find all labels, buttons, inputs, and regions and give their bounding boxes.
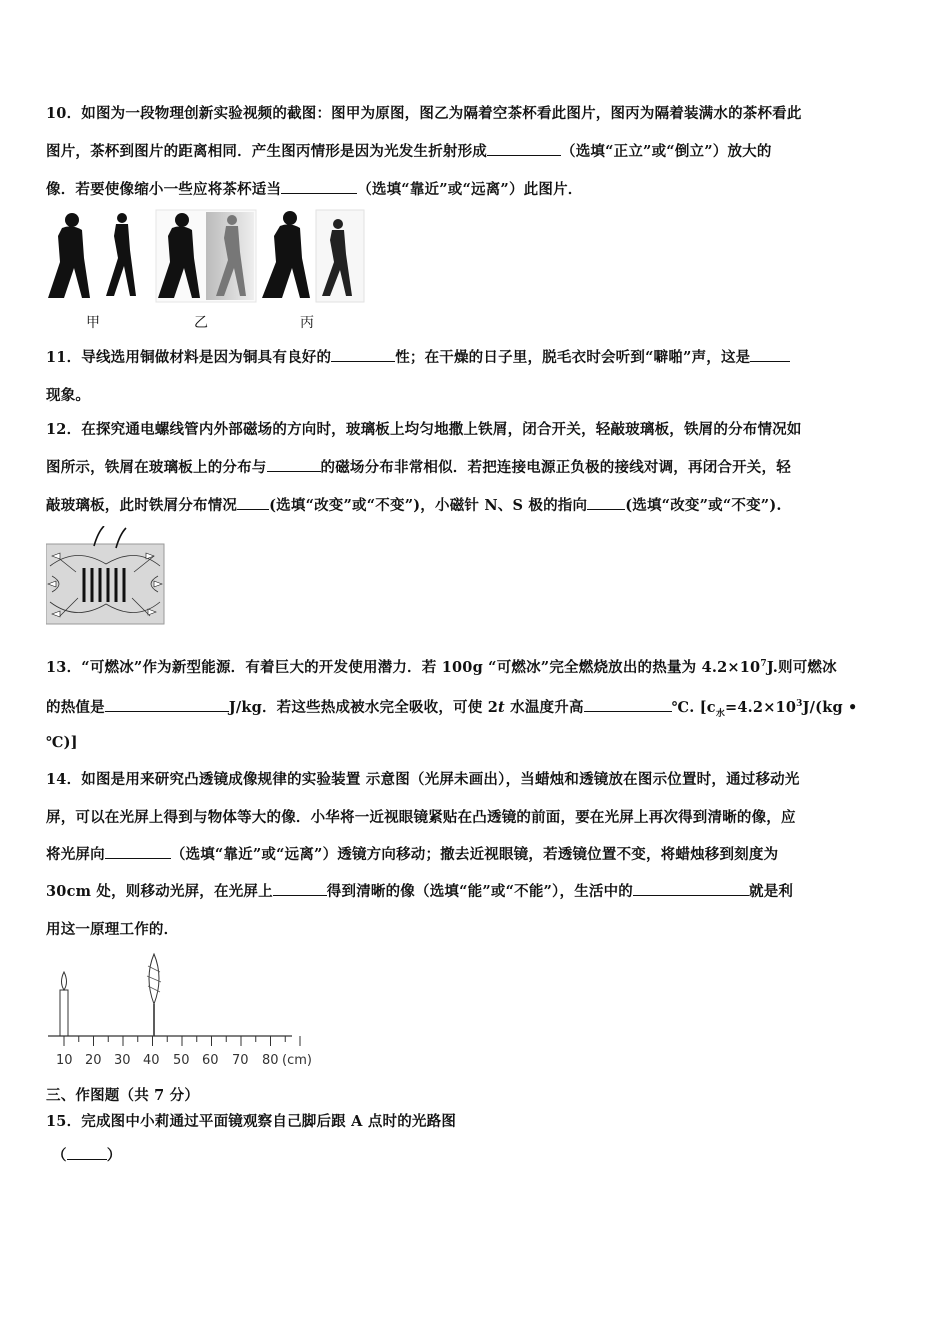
q15-line1: 15．完成图中小莉通过平面镜观察自己脚后跟 A 点时的光路图 bbox=[46, 1113, 457, 1130]
solenoid-iron-filings-image bbox=[46, 526, 166, 626]
tick-label-40: 40 bbox=[143, 1053, 160, 1068]
q13-line3: ℃)] bbox=[46, 734, 78, 751]
q13-line1: 13．“可燃冰”作为新型能源．有着巨大的开发使用潜力．若 100g “可燃冰”完全燃烧放出的热量为 $4.2\times 10^7J$.则可燃冰 bbox=[46, 659, 837, 676]
q13-line2: 的热值是 J/kg．若这些热成被水完全吸收，可使 2t 水温度升高 ℃. [$c_水=4.2\times 10^3J/(kg$ • bbox=[46, 699, 858, 719]
q14-line2: 屏，可以在光屏上得到与物体等大的像．小华将一近视眼镜紧贴在凸透镜的前面，要在光屏上再次得到清晰的像，应 bbox=[46, 809, 796, 826]
q11-blank1[interactable] bbox=[331, 347, 395, 362]
q12-line2: 图所示，铁屑在玻璃板上的分布与 的磁场分布非常相似．若把连接电源正负极的接线对调，再闭合开关，轻 bbox=[46, 459, 791, 476]
q11-line2: 现象。 bbox=[46, 387, 91, 404]
tick-label-50: 50 bbox=[173, 1053, 190, 1068]
q14-line3: 将光屏向 （选填“靠近”或“远离”）透镜方向移动；撤去近视眼镜，若透镜位置不变，将蜡烛移到刻度为 bbox=[46, 846, 779, 863]
q14-line1: 14．如图是用来研究凸透镜成像规律的实验装置 示意图（光屏未画出），当蜡烛和透镜放在图示位置时，通过移动光 bbox=[46, 771, 800, 788]
q15-blank[interactable] bbox=[67, 1145, 107, 1160]
q10-line1: 10．如图为一段物理创新实验视频的截图：图甲为原图，图乙为隔着空茶杯看此图片，图丙为隔着装满水的茶杯看此 bbox=[46, 105, 802, 122]
bench-ticks bbox=[64, 1036, 300, 1046]
q11-blank2[interactable] bbox=[750, 347, 790, 362]
q10-blank2[interactable] bbox=[281, 179, 357, 194]
q14-blank2[interactable] bbox=[273, 881, 327, 896]
label-bing: 丙 bbox=[300, 315, 314, 331]
tick-unit: (cm) bbox=[282, 1053, 312, 1068]
bench-tick-labels bbox=[56, 1053, 312, 1068]
q14-blank3[interactable] bbox=[633, 881, 749, 896]
q13-blank1[interactable] bbox=[105, 697, 229, 712]
figure-yi bbox=[156, 210, 256, 302]
candle bbox=[60, 972, 68, 1036]
q12-blank1[interactable] bbox=[267, 457, 321, 472]
q12-line1: 12．在探究通电螺线管内外部磁场的方向时，玻璃板上均匀地撒上铁屑，闭合开关，轻敲玻璃板，铁屑的分布情况如 bbox=[46, 421, 802, 438]
label-yi: 乙 bbox=[194, 315, 208, 331]
q10-line3: 像．若要使像缩小一些应将茶杯适当 （选填“靠近”或“远离”）此图片． bbox=[46, 181, 583, 198]
figure-jia bbox=[48, 213, 136, 298]
q13-blank2[interactable] bbox=[584, 697, 672, 712]
q12-line3: 敲玻璃板，此时铁屑分布情况 (选填“改变”或“不变”)，小磁针 N、S 极的指向 (选填“改变”或“不变”). bbox=[46, 497, 782, 514]
label-jia: 甲 bbox=[86, 315, 100, 331]
tick-label-10: 10 bbox=[56, 1053, 73, 1068]
section3-title: 三、作图题（共 7 分） bbox=[46, 1087, 200, 1104]
optical-bench-diagram bbox=[46, 948, 326, 1072]
q12-blank2[interactable] bbox=[237, 495, 269, 510]
q10-line2: 图片，茶杯到图片的距离相同．产生图丙情形是因为光发生折射形成 （选填“正立”或“倒立”）放大的 bbox=[46, 143, 772, 160]
q12-blank3[interactable] bbox=[587, 495, 625, 510]
q11-line1: 11．导线选用铜做材料是因为铜具有良好的 性；在干燥的日子里，脱毛衣时会听到“噼啪”声，这是 bbox=[46, 346, 790, 367]
walking-figures-image bbox=[44, 206, 374, 306]
tick-label-80: 80 bbox=[262, 1053, 279, 1068]
tick-label-30: 30 bbox=[114, 1053, 131, 1068]
q15-answer: （ ） bbox=[52, 1147, 122, 1164]
tick-label-60: 60 bbox=[202, 1053, 219, 1068]
convex-lens bbox=[147, 954, 161, 1036]
figure-bing bbox=[262, 210, 364, 302]
q14-line5: 用这一原理工作的． bbox=[46, 921, 179, 938]
tick-label-20: 20 bbox=[85, 1053, 102, 1068]
tick-label-70: 70 bbox=[232, 1053, 249, 1068]
q14-blank1[interactable] bbox=[105, 844, 171, 859]
q14-line4: 30cm 处，则移动光屏，在光屏上 得到清晰的像（选填“能”或“不能”），生活中的 就是利 bbox=[46, 883, 794, 900]
q10-blank1[interactable] bbox=[487, 141, 561, 156]
